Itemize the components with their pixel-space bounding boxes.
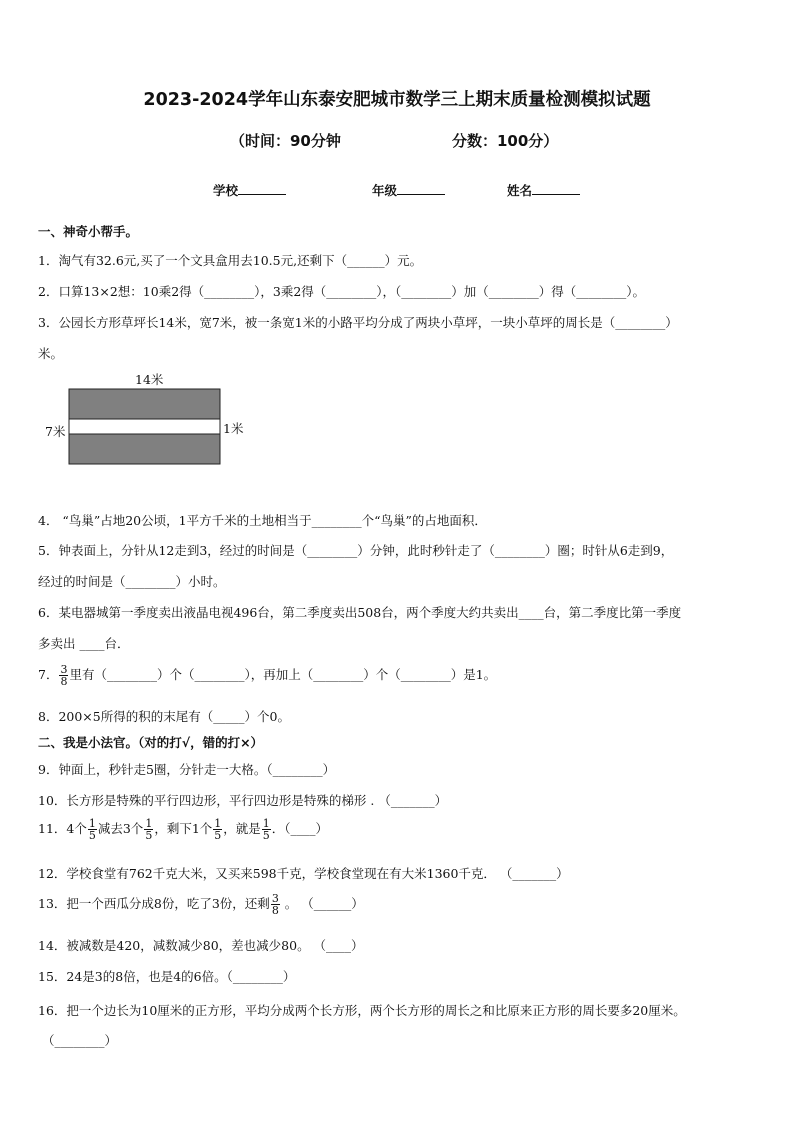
question-6-line-2: 多卖出 ____台． [38, 636, 130, 651]
question-9: 9．钟面上，秒针走5圈，分针走一大格。（________） [38, 762, 336, 777]
question-16-line-1: 16．把一个边长为10厘米的正方形，平均分成两个长方形，两个长方形的周长之和比原来正方形的周长要多20厘米。 [38, 1003, 686, 1018]
name-label: 姓名 [507, 183, 533, 198]
question-5-line-2: 经过的时间是（________）小时。 [38, 574, 226, 589]
exam-score: 分数：100分） [452, 132, 559, 150]
question-16-line-2: （________） [42, 1033, 118, 1048]
exam-time: （时间：90分钟 [230, 132, 341, 150]
fraction: $\frac{1}{5}$ [214, 817, 222, 842]
question-1: 1．淘气有32.6元,买了一个文具盒用去10.5元,还剩下（______）元。 [38, 253, 423, 268]
question-11: 11．4个 $\frac{1}{5}$ 减去3个 $\frac{1}{5}$ ，剩下1个 $\frac{1}{5}$ ，就是 $\frac{1}{5}$ ．（____） [38, 817, 329, 842]
section-1-title: 一、神奇小帮手。 [38, 224, 139, 239]
question-6-line-1: 6．某电器城第一季度卖出液晶电视496台，第二季度卖出508台，两个季度大约共卖出____台，第二季度比第一季度 [38, 605, 682, 620]
question-8: 8．200×5所得的积的末尾有（_____）个0。 [38, 709, 290, 724]
fraction: $\frac{1}{5}$ [145, 817, 153, 842]
question-10: 10．长方形是特殊的平行四边形，平行四边形是特殊的梯形 . （_______） [38, 793, 448, 808]
question-3-line-2: 米。 [38, 346, 64, 361]
question-15: 15．24是3的8倍，也是4的6倍。（________） [38, 969, 296, 984]
section-2-title: 二、我是小法官。（对的打√，错的打×） [38, 735, 264, 750]
diagram-width-label: 7米 [45, 424, 66, 439]
fraction: $\frac{1}{5}$ [88, 817, 96, 842]
page-title: 2023-2024学年山东泰安肥城市数学三上期末质量检测模拟试题 [143, 90, 651, 110]
question-5-line-1: 5．钟表面上，分针从12走到3，经过的时间是（________）分钟，此时秒针走了（________）圈；时针从6走到9， [38, 543, 674, 558]
question-12: 12．学校食堂有762千克大米，又买来598千克，学校食堂现在有大米1360千克． （_______） [38, 866, 569, 881]
grade-label: 年级 [372, 183, 398, 198]
path-strip [69, 419, 220, 434]
question-3-line-1: 3．公园长方形草坪长14米，宽7米，被一条宽1米的小路平均分成了两块小草坪，一块小草坪的周长是（________） [38, 315, 678, 330]
question-14: 14．被减数是420，减数减少80，差也减少80。 （____） [38, 938, 364, 953]
question-7: 7． $\frac{3}{8}$ 里有（________）个（________），再加上（________）个（________）是1。 [38, 663, 497, 688]
question-2: 2．口算13×2想：10乘2得（________），3乘2得（________），（________）加（________）得（________）。 [38, 284, 646, 299]
fraction: $\frac{1}{5}$ [262, 817, 270, 842]
school-label: 学校 [213, 183, 239, 198]
diagram-path-label: 1米 [223, 421, 244, 436]
fraction: $\frac{3}{8}$ [60, 663, 68, 688]
question-4: 4． “鸟巢”占地20公顷，1平方千米的土地相当于________个“鸟巢”的占地面积． [38, 513, 487, 528]
diagram-length-label: 14米 [135, 372, 164, 387]
fraction: $\frac{3}{8}$ [271, 892, 279, 917]
question-13: 13．把一个西瓜分成8份，吃了3份，还剩 $\frac{3}{8}$ 。 （______） [38, 892, 364, 917]
